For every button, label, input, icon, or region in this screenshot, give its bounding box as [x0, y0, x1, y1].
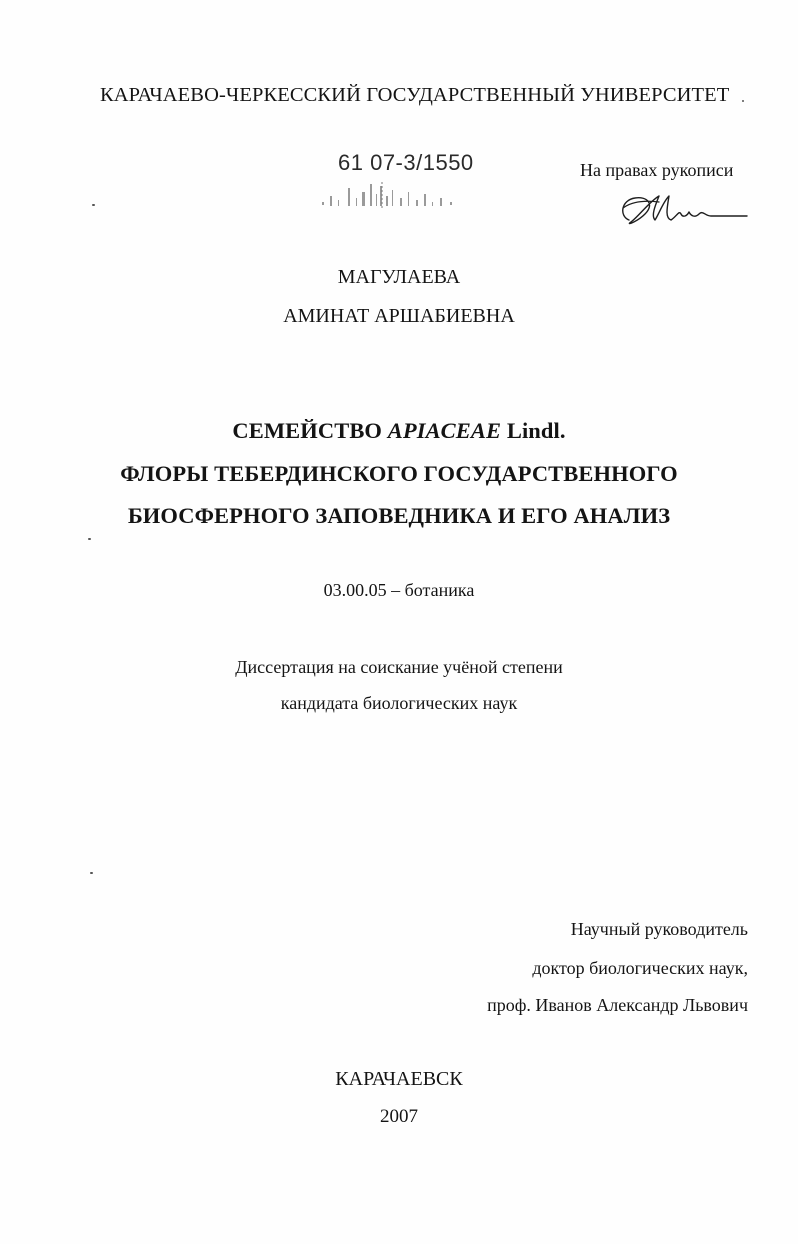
- scan-speck: [742, 100, 744, 102]
- title-prefix: СЕМЕЙСТВО: [232, 418, 388, 443]
- dissertation-purpose-line-2: кандидата биологических наук: [280, 693, 518, 713]
- author-surname: МАГУЛАЕВА: [337, 266, 461, 288]
- dissertation-purpose-line-1: Диссертация на соискание учёной степени: [235, 657, 563, 677]
- stamp-code: 61 07-3/1550: [338, 150, 474, 175]
- manuscript-rights-note: На правах рукописи: [580, 160, 734, 180]
- year: 2007: [380, 1106, 418, 1127]
- supervisor-name: проф. Иванов Александр Львович: [487, 995, 748, 1015]
- city: КАРАЧАЕВСК: [335, 1068, 463, 1090]
- title-family-name: APIACEAE: [387, 418, 502, 443]
- supervisor-degree: доктор биологических наук,: [532, 958, 748, 978]
- scan-speck: [90, 872, 93, 874]
- scan-speck: [88, 538, 91, 540]
- scan-speck: [92, 204, 95, 206]
- university-name: КАРАЧАЕВО-ЧЕРКЕССКИЙ ГОСУДАРСТВЕННЫЙ УНИВЕРСИТЕТ: [100, 84, 730, 106]
- title-author-abbrev: Lindl.: [501, 418, 566, 443]
- library-barcode-icon: [320, 182, 470, 218]
- handwritten-signature-icon: [615, 186, 755, 236]
- thesis-title-line-1: [0, 418, 798, 444]
- specialty-code: 03.00.05 – ботаника: [323, 580, 475, 600]
- supervisor-role: Научный руководитель: [570, 919, 748, 939]
- thesis-title-line-2: ФЛОРЫ ТЕБЕРДИНСКОГО ГОСУДАРСТВЕННОГО: [120, 461, 678, 486]
- thesis-title-line-3: БИОСФЕРНОГО ЗАПОВЕДНИКА И ЕГО АНАЛИЗ: [127, 503, 671, 528]
- library-stamp: [320, 150, 505, 220]
- author-given-names: АМИНАТ АРШАБИЕВНА: [283, 305, 515, 327]
